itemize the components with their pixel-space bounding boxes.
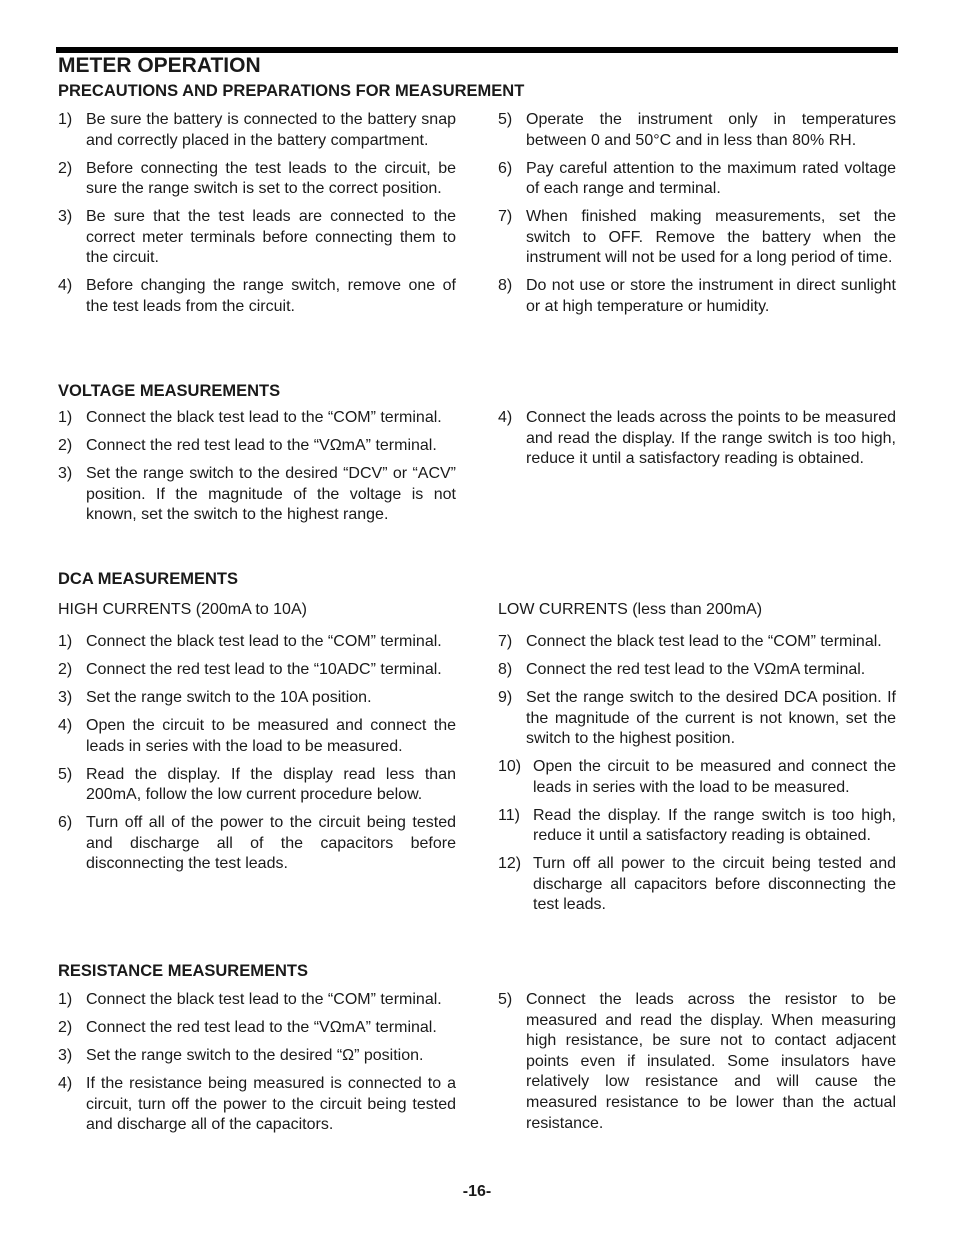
item-text: Before connecting the test leads to the circuit, be sure the range switch is set to the correct position.: [86, 159, 456, 198]
item-text: Be sure that the test leads are connected to the correct meter terminals before connecting them to the circuit.: [86, 208, 456, 267]
item-text: Set the range switch to the desired DCA position. If the magnitude of the current is not known, set the switch to the highest position.: [526, 688, 896, 748]
item-text: Open the circuit to be measured and connect the leads in series with the load to be measured.: [86, 716, 456, 755]
item-number: 7): [498, 208, 513, 226]
resistance-right-list: [498, 990, 896, 1134]
item-text: Be sure the battery is connected to the battery snap and correctly placed in the battery compartment.: [86, 111, 456, 149]
voltage-right-list: [498, 408, 896, 470]
list-item: [58, 716, 456, 757]
item-number: 3): [58, 1046, 73, 1064]
item-number: 4): [58, 716, 73, 734]
voltage-left-list: [58, 408, 456, 526]
item-number: 1): [58, 409, 73, 426]
dca-right-column: [498, 600, 896, 923]
item-text: Pay careful attention to the maximum rated voltage of each range and terminal.: [526, 159, 896, 198]
item-text: Connect the black test lead to the “COM” terminal.: [526, 633, 882, 650]
item-number: 8): [498, 660, 513, 678]
item-number: 4): [498, 409, 513, 426]
list-item: [58, 688, 456, 709]
item-number: 7): [498, 633, 513, 650]
list-item: [58, 1046, 456, 1067]
list-item: [58, 1074, 456, 1136]
item-text: Operate the instrument only in temperatures between 0 and 50°C and in less than 80% RH.: [526, 111, 896, 149]
item-text: Open the circuit to be measured and connect the leads in series with the load to be measured.: [533, 758, 896, 796]
precautions-heading: PRECAUTIONS AND PREPARATIONS FOR MEASUREMENT: [58, 82, 525, 100]
item-number: 2): [58, 159, 73, 177]
item-number: 3): [58, 208, 73, 226]
list-item: [498, 757, 896, 798]
low-currents-label: LOW CURRENTS (less than 200mA): [498, 601, 763, 618]
item-number: 1): [58, 633, 73, 650]
list-item: [498, 207, 896, 269]
item-number: 8): [498, 277, 513, 295]
list-item: [498, 276, 896, 317]
list-item: [498, 159, 896, 200]
voltage-left-column: [58, 408, 456, 533]
list-item: [498, 688, 896, 750]
list-item: [58, 207, 456, 269]
list-item: [58, 408, 456, 429]
list-item: [58, 990, 456, 1011]
item-number: 6): [498, 159, 513, 177]
item-text: Set the range switch to the desired “Ω” position.: [86, 1046, 424, 1064]
item-text: Connect the red test lead to the “VΩmA” terminal.: [86, 1018, 437, 1036]
high-currents-label: HIGH CURRENTS (200mA to 10A): [58, 601, 307, 618]
precautions-right-list: [498, 110, 896, 318]
list-item: [58, 1018, 456, 1039]
item-text: Connect the leads across the points to be measured and read the display. If the range switch is too high, reduce it until a satisfactory reading is obtained.: [526, 409, 896, 468]
list-item: [58, 436, 456, 457]
item-number: 3): [58, 464, 73, 482]
item-number: 5): [498, 111, 513, 128]
list-item: [58, 464, 456, 526]
item-number: 2): [58, 660, 73, 678]
item-text: Connect the red test lead to the VΩmA terminal.: [526, 660, 866, 678]
list-item: [498, 110, 896, 151]
item-text: When finished making measurements, set the switch to OFF. Remove the battery when the instrument will not be used for a long period of time.: [526, 208, 896, 267]
voltage-right-column: [498, 408, 896, 477]
resistance-right-column: [498, 990, 896, 1142]
item-number: 6): [58, 814, 73, 832]
item-number: 3): [58, 688, 73, 706]
item-text: Before changing the range switch, remove one of the test leads from the circuit.: [86, 277, 456, 315]
list-item: [498, 990, 896, 1134]
item-text: Connect the red test lead to the “VΩmA” terminal.: [86, 436, 437, 454]
item-text: Set the range switch to the desired “DCV” or “ACV” position. If the magnitude of the voltage is not known, set the switch to the highest range.: [86, 464, 456, 524]
resistance-heading: RESISTANCE MEASUREMENTS: [58, 962, 308, 980]
item-text: Connect the black test lead to the “COM” terminal.: [86, 991, 442, 1008]
item-number: 12): [498, 855, 522, 873]
item-number: 5): [58, 765, 73, 783]
item-number: 1): [58, 111, 73, 128]
resistance-left-list: [58, 990, 456, 1136]
item-text: Connect the black test lead to the “COM” terminal.: [86, 633, 442, 650]
item-number: 4): [58, 277, 73, 295]
dca-left-column: [58, 600, 456, 882]
item-number: 5): [498, 991, 513, 1008]
item-text: If the resistance being measured is connected to a circuit, turn off the power to the circuit being tested and discharge all of the capacitors.: [86, 1074, 456, 1134]
item-text: Turn off all power to the circuit being tested and discharge all capacitors before disconnecting the test leads.: [533, 855, 896, 914]
list-item: [58, 765, 456, 806]
list-item: [498, 854, 896, 916]
item-number: 9): [498, 688, 513, 706]
item-number: 10): [498, 758, 522, 776]
dca-right-list: [498, 632, 896, 916]
list-item: [498, 806, 896, 847]
item-text: Connect the red test lead to the “10ADC” terminal.: [86, 660, 442, 678]
dca-left-list: [58, 632, 456, 875]
item-number: 11): [498, 806, 520, 824]
item-text: Turn off all of the power to the circuit being tested and discharge all of the capacitors before disconnecting the test leads.: [86, 814, 456, 873]
item-text: Connect the black test lead to the “COM” terminal.: [86, 409, 442, 426]
item-number: 2): [58, 436, 73, 454]
precautions-left-column: [58, 110, 456, 325]
list-item: [498, 660, 896, 681]
list-item: [58, 660, 456, 681]
voltage-heading: VOLTAGE MEASUREMENTS: [58, 382, 281, 400]
item-number: 1): [58, 991, 73, 1008]
page-number: -16-: [462, 1183, 492, 1200]
item-text: Read the display. If the display read less than 200mA, follow the low current procedure below.: [86, 765, 456, 804]
item-text: Do not use or store the instrument in direct sunlight or at high temperature or humidity.: [526, 277, 896, 315]
item-text: Set the range switch to the 10A position.: [86, 688, 372, 706]
precautions-left-list: [58, 110, 456, 318]
item-text: Read the display. If the range switch is too high, reduce it until a satisfactory reading is obtained.: [533, 806, 896, 845]
list-item: [498, 632, 896, 653]
precautions-right-column: [498, 110, 896, 325]
page-title: METER OPERATION: [58, 54, 261, 77]
list-item: [58, 632, 456, 653]
resistance-left-column: [58, 990, 456, 1143]
item-text: Connect the leads across the resistor to be measured and read the display. When measuring high resistance, be sure not to contact adjacent points even if insulated. Some insulators have relatively low resistance and will cause the measured resistance to be lower than the actual resistance.: [526, 991, 896, 1132]
list-item: [58, 110, 456, 151]
list-item: [58, 276, 456, 317]
item-number: 4): [58, 1074, 73, 1092]
item-number: 2): [58, 1018, 73, 1036]
list-item: [58, 813, 456, 875]
list-item: [58, 159, 456, 200]
list-item: [498, 408, 896, 470]
dca-heading: DCA MEASUREMENTS: [58, 570, 238, 588]
